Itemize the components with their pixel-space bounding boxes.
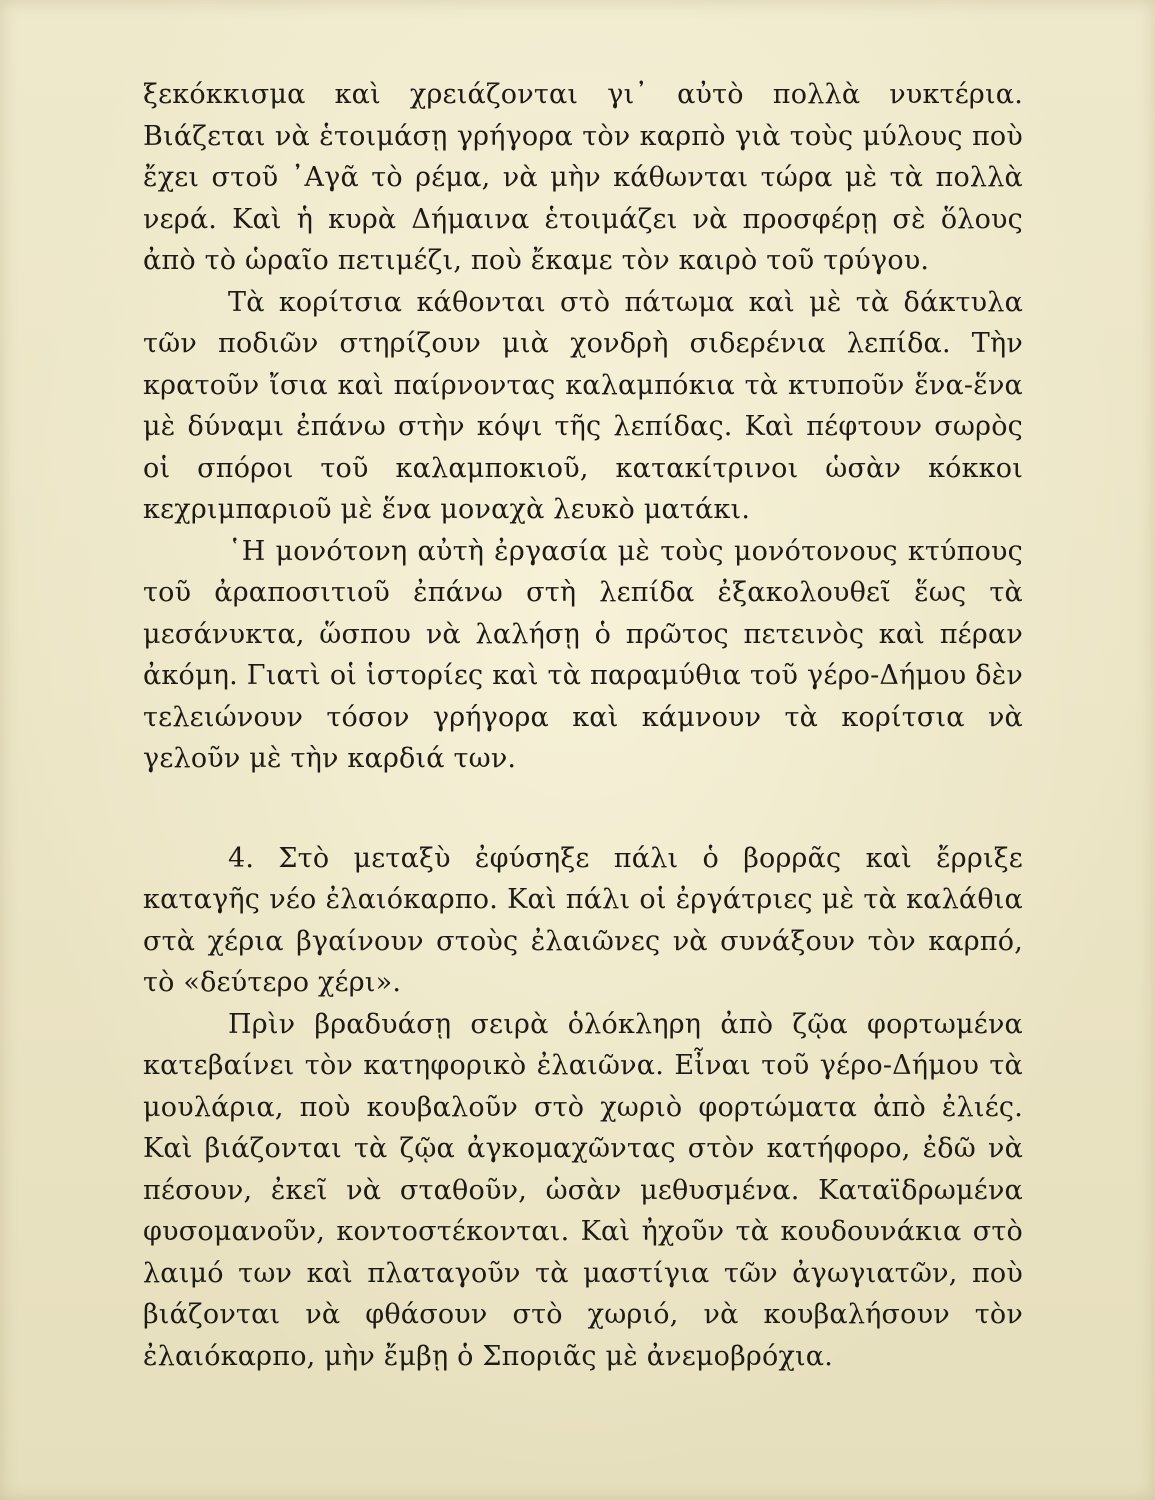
paragraph-1: ξεκόκκισμα καὶ χρειάζονται γι᾽ αὐτὸ πολλὰ νυκτέρια. Βιάζεται νὰ ἑτοιμάσῃ γρήγορα τὸν καρπὸ γιὰ τοὺς μύλους ποὺ ἔχει στοῦ ᾽Αγᾶ τὸ ρέμα, νὰ μὴν κάθωνται τώρα μὲ τὰ πολλὰ νερά. Καὶ ἡ κυρὰ Δήμαινα ἑτοιμάζει νὰ προσφέρῃ σὲ ὅλους ἀπὸ τὸ ὡραῖο πετιμέζι, ποὺ ἔκαμε τὸν καιρὸ τοῦ τρύγου. (143, 79, 1023, 276)
paragraph-5: Πρὶν βραδυάσῃ σειρὰ ὁλόκληρη ἀπὸ ζῷα φορτωμένα κατεβαίνει τὸν κατηφορικὸ ἐλαιῶνα. Εἶναι τοῦ γέρο-Δήμου τὰ μουλάρια, ποὺ κουβαλοῦν στὸ χωριὸ φορτώματα ἀπὸ ἐλιές. Καὶ βιάζονται τὰ ζῷα ἀγκομαχῶντας στὸν κατήφορο, ἐδῶ νὰ πέσουν, ἐκεῖ νὰ σταθοῦν, ὡσὰν μεθυσμένα. Καταϊδρωμένα φυσομανοῦν, κοντοστέκονται. Καὶ ἠχοῦν τὰ κουδουνάκια στὸ λαιμό των καὶ πλαταγοῦν τὰ μαστίγια τῶν ἀγωγιατῶν, ποὺ βιάζονται νὰ φθάσουν στὸ χωριό, νὰ κουβαλήσουν τὸν ἐλαιόκαρπο, μὴν ἔμβῃ ὁ Σποριᾶς μὲ ἀνεμοβρόχια. (143, 1008, 1023, 1372)
paragraph-4-section: 4. Στὸ μεταξὺ ἐφύσηξε πάλι ὁ βορρᾶς καὶ ἔρριξε καταγῆς νέο ἐλαιόκαρπο. Καὶ πάλι οἱ ἐργάτριες μὲ τὰ καλάθια στὰ χέρια βγαίνουν στοὺς ἐλαιῶνες νὰ συνάξουν τὸν καρπό, τὸ «δεύτερο χέρι». (143, 842, 1023, 998)
paragraph-3: ῾Η μονότονη αὐτὴ ἐργασία μὲ τοὺς μονότονους κτύπους τοῦ ἀραποσιτιοῦ ἐπάνω στὴ λεπίδα ἐξακολουθεῖ ἕως τὰ μεσάνυκτα, ὥσπου νὰ λαλήσῃ ὁ πρῶτος πετεινὸς καὶ πέραν ἀκόμη. Γιατὶ οἱ ἱστορίες καὶ τὰ παραμύθια τοῦ γέρο-Δήμου δὲν τελειώνουν τόσον γρήγορα καὶ κάμνουν τὰ κορίτσια νὰ γελοῦν μὲ τὴν καρδιά των. (143, 535, 1023, 774)
paragraph-2: Τὰ κορίτσια κάθονται στὸ πάτωμα καὶ μὲ τὰ δάκτυλα τῶν ποδιῶν στηρίζουν μιὰ χονδρὴ σιδερένια λεπίδα. Τὴν κρατοῦν ἴσια καὶ παίρνοντας καλαμπόκια τὰ κτυποῦν ἕνα-ἕνα μὲ δύναμι ἐπάνω στὴν κόψι τῆς λεπίδας. Καὶ πέφτουν σωρὸς οἱ σπόροι τοῦ καλαμποκιοῦ, κατακίτρινοι ὡσὰν κόκκοι κεχριμπαριοῦ μὲ ἕνα μοναχὰ λευκὸ ματάκι. (143, 286, 1023, 525)
page-text (143, 74, 1023, 1377)
